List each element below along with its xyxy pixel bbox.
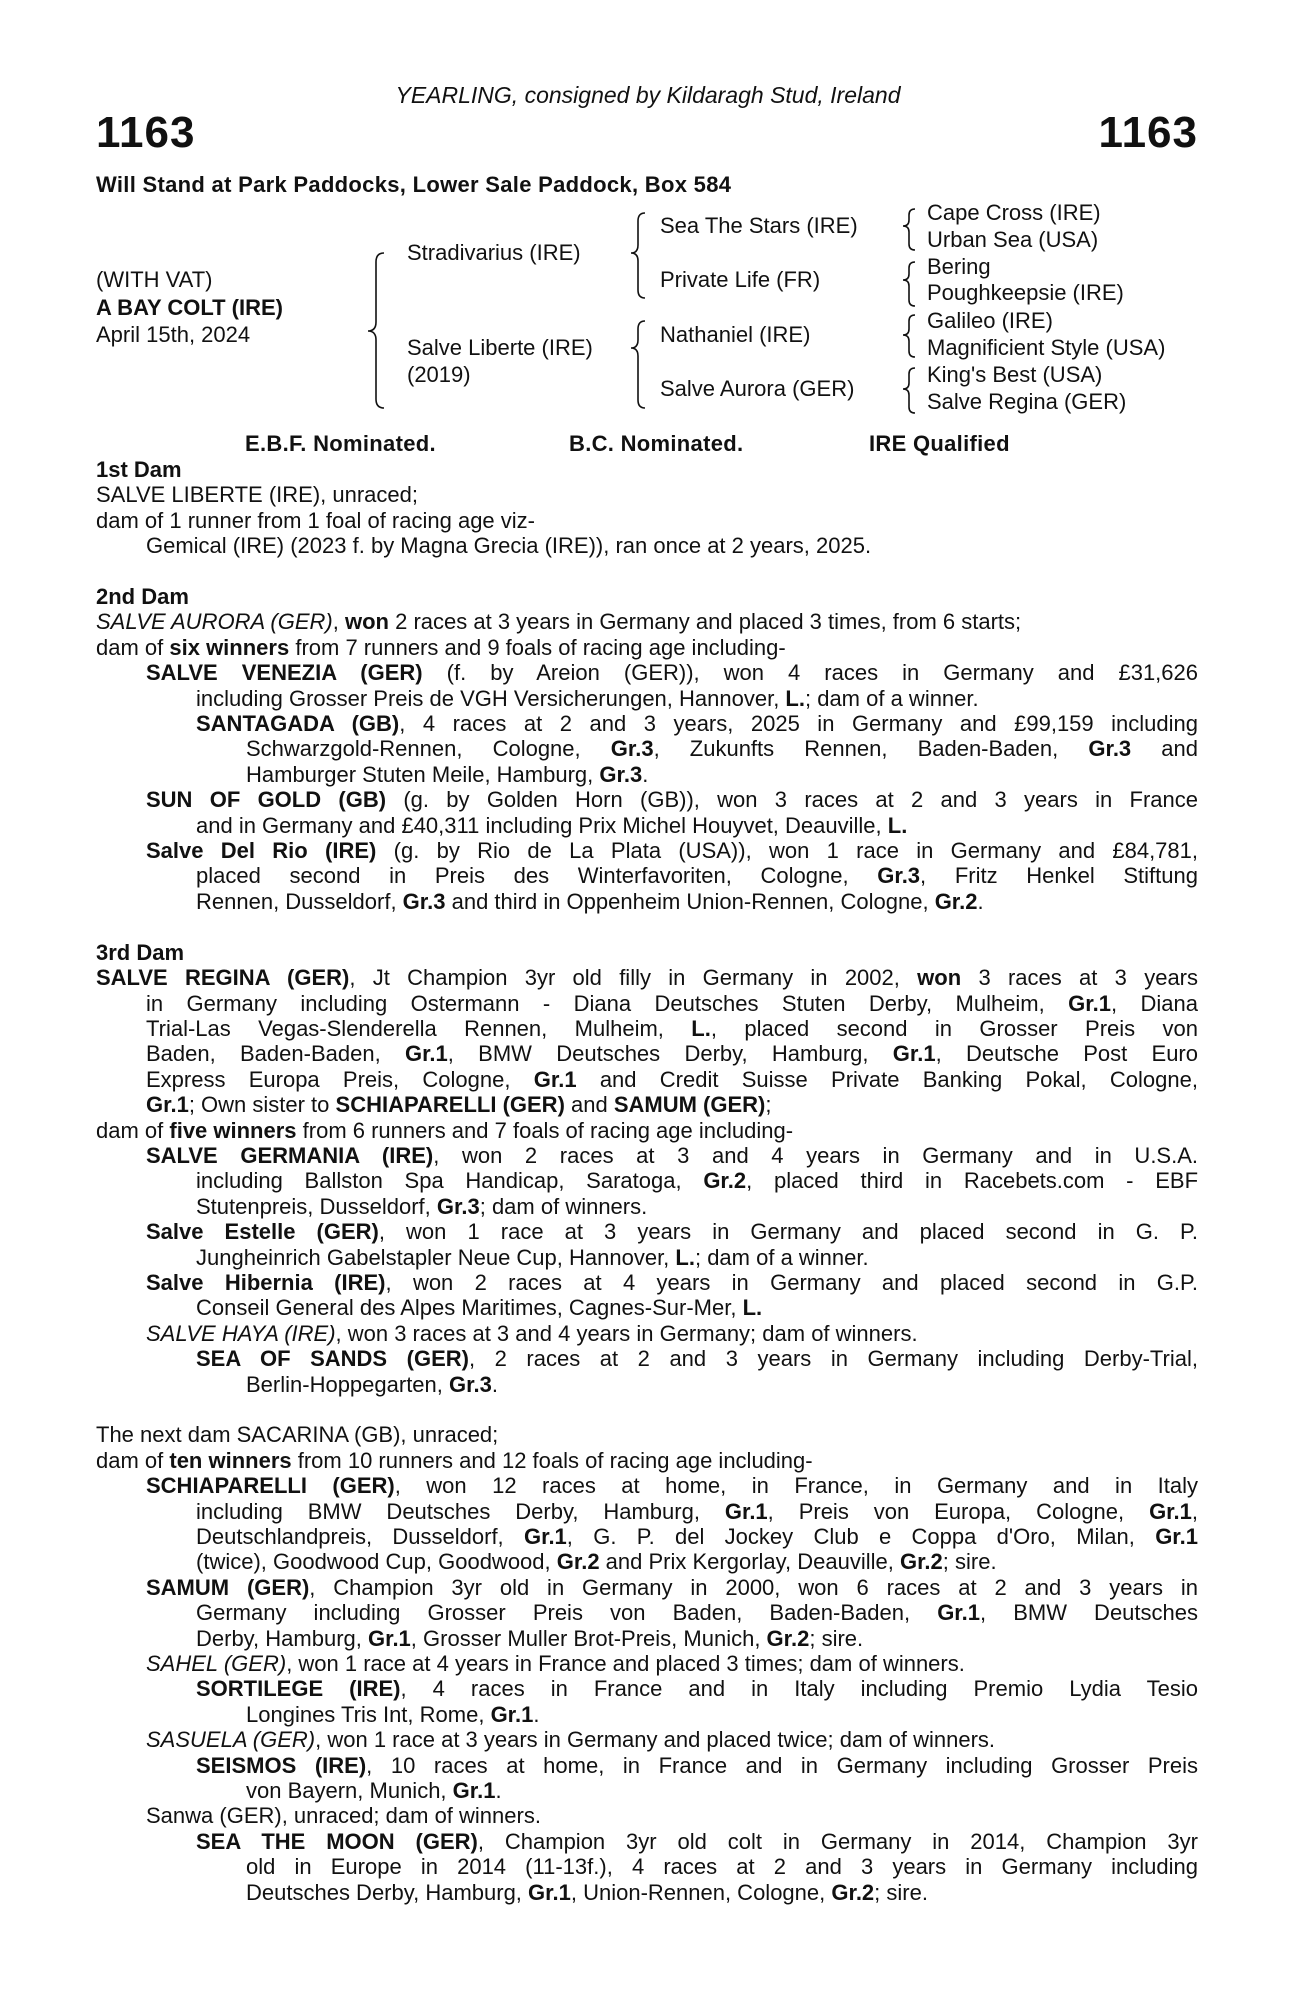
bold-text: Gr.2 bbox=[831, 1879, 875, 1905]
text-run: , Jt Champion 3yr old filly in Germany in 2002, bbox=[349, 965, 918, 991]
bold-text: SALVE VENEZIA (GER) bbox=[146, 660, 423, 686]
brace-dam-parents bbox=[631, 321, 645, 408]
italic-text: SALVE AURORA (GER) bbox=[96, 609, 333, 635]
bold-text: Gr.1 bbox=[1068, 990, 1111, 1016]
text-run: The next dam SACARINA (GB), unraced; bbox=[96, 1422, 499, 1448]
text-run: including Ballston Spa Handicap, Saratoga, bbox=[196, 1168, 704, 1194]
bold-text: SEISMOS (IRE) bbox=[196, 1752, 367, 1778]
text-run: dam of 1 runner from 1 foal of racing age viz- bbox=[96, 507, 535, 533]
produce-record bbox=[96, 1143, 1198, 1219]
pedigree-sire: Stradivarius (IRE) bbox=[407, 240, 581, 265]
pedigree-ggp-4: Poughkeepsie (IRE) bbox=[927, 280, 1124, 305]
produce-record bbox=[96, 787, 1198, 838]
text-line bbox=[96, 635, 1198, 660]
text-line bbox=[96, 1194, 1198, 1219]
dam-section bbox=[96, 584, 1198, 914]
produce-record bbox=[96, 1321, 1198, 1346]
text-run: from 10 runners and 12 foals of racing age including- bbox=[291, 1447, 813, 1473]
bold-text: Gr.3 bbox=[436, 1193, 480, 1219]
text-run: Conseil General des Alpes Maritimes, Cagnes-Sur-Mer, bbox=[196, 1295, 743, 1321]
section-heading: 2nd Dam bbox=[96, 584, 189, 610]
text-line bbox=[96, 1499, 1198, 1524]
brace-ggp-1 bbox=[903, 209, 915, 250]
produce-record bbox=[96, 1118, 1198, 1143]
bold-text: Salve Del Rio (IRE) bbox=[146, 838, 377, 864]
text-line bbox=[96, 1753, 1198, 1778]
pedigree-ggp-7: King's Best (USA) bbox=[927, 362, 1103, 387]
text-line bbox=[96, 1575, 1198, 1600]
bold-text: six winners bbox=[169, 634, 290, 660]
text-run: Rennen, Dusseldorf, bbox=[196, 888, 403, 914]
pedigree-braces bbox=[0, 0, 1315, 500]
bold-text: Gr.2 bbox=[899, 1549, 943, 1575]
vat-note: (WITH VAT) bbox=[96, 267, 213, 292]
pedigree-ggp-5: Galileo (IRE) bbox=[927, 308, 1053, 333]
text-run: Deutschlandpreis, Dusseldorf, bbox=[196, 1524, 524, 1550]
nomination-ebf: E.B.F. Nominated. bbox=[245, 431, 436, 456]
text-line bbox=[96, 1118, 1198, 1143]
bold-text: Gr.1 bbox=[452, 1778, 496, 1804]
text-line bbox=[96, 508, 1198, 533]
lot-number-right: 1163 bbox=[1098, 108, 1198, 157]
pedigree-dam-sire: Nathaniel (IRE) bbox=[660, 322, 811, 347]
text-line bbox=[96, 609, 1198, 634]
produce-record bbox=[96, 1829, 1198, 1905]
pedigree-sire-sire: Sea The Stars (IRE) bbox=[660, 213, 858, 238]
brace-ggp-3 bbox=[903, 315, 915, 357]
text-run: , Union-Rennen, Cologne, bbox=[570, 1879, 832, 1905]
text-line bbox=[96, 1727, 1198, 1752]
produce-record bbox=[96, 1803, 1198, 1828]
bold-text: Gr.1 bbox=[404, 1041, 448, 1067]
text-run: and in Germany and £40,311 including Prix Michel Houyvet, Deauville, bbox=[196, 812, 888, 838]
bold-text: Salve Estelle (GER) bbox=[146, 1219, 379, 1245]
text-run: Baden, Baden-Baden, bbox=[146, 1041, 405, 1067]
text-line bbox=[96, 711, 1198, 736]
bold-text: SANTAGADA (GB) bbox=[196, 711, 400, 737]
pedigree-ggp-3: Bering bbox=[927, 254, 991, 279]
bold-text: Gr.1 bbox=[724, 1498, 768, 1524]
text-run: , 4 races at 2 and 3 years, 2025 in Germany and £99,159 including bbox=[399, 711, 1198, 737]
pedigree-ggp-6: Magnificient Style (USA) bbox=[927, 335, 1166, 360]
text-run: Sanwa (GER), unraced; dam of winners. bbox=[146, 1803, 541, 1829]
text-run: and Prix Kergorlay, Deauville, bbox=[599, 1549, 900, 1575]
text-run: Hamburger Stuten Meile, Hamburg, bbox=[246, 761, 600, 787]
text-run: , Champion 3yr old colt in Germany in 2014, Champion 3yr bbox=[477, 1828, 1198, 1854]
text-run: , won 3 races at 3 and 4 years in Germany; dam of winners. bbox=[335, 1320, 918, 1346]
dam-section bbox=[96, 457, 1198, 559]
text-run: SALVE LIBERTE (IRE), unraced; bbox=[96, 482, 418, 508]
text-run: (g. by Golden Horn (GB)), won 3 races at 2 and 3 years in France bbox=[386, 787, 1199, 813]
text-run: placed second in Preis des Winterfavoriten, Cologne, bbox=[196, 863, 878, 889]
text-run: Berlin-Hoppegarten, bbox=[246, 1371, 450, 1397]
italic-text: SALVE HAYA (IRE) bbox=[146, 1320, 336, 1346]
pedigree-dam: Salve Liberte (IRE) bbox=[407, 335, 593, 360]
bold-text: five winners bbox=[169, 1117, 297, 1143]
text-run: ; dam of a winner. bbox=[804, 685, 979, 711]
produce-record bbox=[96, 1473, 1198, 1575]
pedigree-dam-year: (2019) bbox=[407, 362, 471, 387]
text-line bbox=[96, 1346, 1198, 1371]
text-run: Stutenpreis, Dusseldorf, bbox=[196, 1193, 437, 1219]
produce-record bbox=[96, 508, 1198, 533]
text-line bbox=[96, 1041, 1198, 1066]
text-line bbox=[96, 1016, 1198, 1041]
bold-text: L. bbox=[742, 1295, 763, 1321]
pedigree-ggp-2: Urban Sea (USA) bbox=[927, 227, 1099, 252]
text-run: , Grosser Muller Brot-Preis, Munich, bbox=[410, 1625, 767, 1651]
produce-record bbox=[96, 965, 1198, 1117]
text-line bbox=[96, 1549, 1198, 1574]
text-run: Jungheinrich Gabelstapler Neue Cup, Hannover, bbox=[196, 1244, 676, 1270]
text-run: , Diana bbox=[1110, 990, 1198, 1016]
text-run: 3 races at 3 years bbox=[961, 965, 1199, 991]
text-run: , placed second in Grosser Preis von bbox=[710, 1015, 1198, 1041]
text-run: Longines Tris Int, Rome, bbox=[246, 1701, 491, 1727]
text-run: , bbox=[332, 609, 345, 635]
text-line bbox=[96, 482, 1198, 507]
text-run: , 2 races at 2 and 3 years in Germany including Derby-Trial, bbox=[468, 1346, 1198, 1372]
text-run: ; sire. bbox=[874, 1879, 928, 1905]
text-run: , bbox=[1191, 1498, 1198, 1524]
text-line bbox=[96, 1372, 1198, 1397]
text-line bbox=[96, 1067, 1198, 1092]
text-run: Deutsches Derby, Hamburg, bbox=[246, 1879, 529, 1905]
bold-text: SUN OF GOLD (GB) bbox=[146, 787, 387, 813]
produce-record bbox=[96, 1346, 1198, 1397]
bold-text: SCHIAPARELLI (GER) bbox=[335, 1092, 565, 1118]
produce-record bbox=[96, 1448, 1198, 1473]
bold-text: Salve Hibernia (IRE) bbox=[146, 1269, 386, 1295]
text-run: Gemical (IRE) (2023 f. by Magna Grecia (IRE)), ran once at 2 years, 2025. bbox=[146, 533, 872, 559]
section-gap bbox=[96, 559, 1198, 584]
pedigree-ggp-8: Salve Regina (GER) bbox=[927, 389, 1127, 414]
bold-text: won bbox=[917, 965, 962, 991]
produce-record bbox=[96, 1270, 1198, 1321]
text-run: ; Own sister to bbox=[188, 1092, 336, 1118]
text-run: , G. P. del Jockey Club e Coppa d'Oro, Milan, bbox=[566, 1524, 1156, 1550]
text-line bbox=[96, 1295, 1198, 1320]
text-line bbox=[96, 1600, 1198, 1625]
text-run: (twice), Goodwood Cup, Goodwood, bbox=[196, 1549, 557, 1575]
text-line bbox=[96, 813, 1198, 838]
bold-text: Gr.3 bbox=[877, 863, 921, 889]
bold-text: Gr.2 bbox=[556, 1549, 600, 1575]
bold-text: L. bbox=[785, 685, 805, 711]
stabling-location: Will Stand at Park Paddocks, Lower Sale Paddock, Box 584 bbox=[96, 172, 732, 197]
text-run: Derby, Hamburg, bbox=[196, 1625, 368, 1651]
bold-text: Gr.1 bbox=[533, 1066, 577, 1092]
text-run: , BMW Deutsches Derby, Hamburg, bbox=[447, 1041, 893, 1067]
text-line bbox=[96, 787, 1198, 812]
text-run: dam of bbox=[96, 1117, 170, 1143]
text-run: , Fritz Henkel Stiftung bbox=[920, 863, 1198, 889]
brace-sire-parents bbox=[631, 213, 645, 298]
produce-record bbox=[96, 635, 1198, 660]
text-line bbox=[96, 533, 1198, 558]
text-run: dam of bbox=[96, 634, 170, 660]
produce-record bbox=[96, 838, 1198, 914]
text-run: , BMW Deutsches bbox=[980, 1600, 1199, 1626]
bold-text: Gr.3 bbox=[610, 736, 654, 762]
text-line bbox=[96, 1524, 1198, 1549]
bold-text: SAMUM (GER) bbox=[146, 1574, 310, 1600]
nomination-ire: IRE Qualified bbox=[869, 431, 1010, 456]
text-line bbox=[96, 991, 1198, 1016]
text-line bbox=[96, 1803, 1198, 1828]
text-run: , Preis von Europa, Cologne, bbox=[767, 1498, 1150, 1524]
catalogue-body bbox=[96, 457, 1198, 1905]
italic-text: SAHEL (GER) bbox=[146, 1651, 287, 1677]
text-run: , 10 races at home, in France and in Germany including Grosser Preis bbox=[366, 1752, 1199, 1778]
produce-record bbox=[96, 482, 1198, 507]
bold-text: Gr.3 bbox=[599, 761, 643, 787]
text-line bbox=[96, 1778, 1198, 1803]
text-run: (f. by Areion (GER)), won 4 races in Germany and £31,626 bbox=[422, 660, 1199, 686]
text-run: , won 1 race at 3 years in Germany and placed second in G. P. bbox=[378, 1219, 1198, 1245]
bold-text: Gr.1 bbox=[490, 1701, 534, 1727]
text-run: from 6 runners and 7 foals of racing age including- bbox=[296, 1117, 794, 1143]
text-line bbox=[96, 762, 1198, 787]
bold-text: Gr.3 bbox=[449, 1371, 492, 1397]
bold-text: Gr.1 bbox=[1155, 1524, 1198, 1550]
bold-text: SEA OF SANDS (GER) bbox=[196, 1346, 469, 1372]
text-run: and bbox=[564, 1092, 614, 1118]
lot-number-left: 1163 bbox=[96, 108, 196, 157]
text-line bbox=[96, 965, 1198, 990]
text-run: and third in Oppenheim Union-Rennen, Cologne, bbox=[445, 888, 935, 914]
bold-text: SALVE GERMANIA (IRE) bbox=[146, 1142, 434, 1168]
dam-section bbox=[96, 1422, 1198, 1905]
dam-section bbox=[96, 940, 1198, 1397]
pedigree-sire-dam: Private Life (FR) bbox=[660, 267, 821, 292]
text-line bbox=[96, 1702, 1198, 1727]
brace-ggp-2 bbox=[903, 262, 915, 306]
text-line bbox=[96, 1143, 1198, 1168]
text-run: , Champion 3yr old in Germany in 2000, won 6 races at 2 and 3 years in bbox=[309, 1574, 1198, 1600]
text-run: including Grosser Preis de VGH Versicherungen, Hannover, bbox=[196, 685, 786, 711]
bold-text: ten winners bbox=[169, 1447, 292, 1473]
bold-text: L. bbox=[691, 1015, 711, 1041]
bold-text: Gr.2 bbox=[934, 888, 978, 914]
text-line bbox=[96, 1245, 1198, 1270]
produce-record bbox=[96, 660, 1198, 711]
text-line bbox=[96, 889, 1198, 914]
text-run: ; bbox=[765, 1092, 772, 1118]
text-run: , won 2 races at 3 and 4 years in Germany and in U.S.A. bbox=[433, 1142, 1199, 1168]
produce-record bbox=[96, 1575, 1198, 1651]
text-run: , Zukunfts Rennen, Baden-Baden, bbox=[653, 736, 1089, 762]
produce-record bbox=[96, 533, 1198, 558]
text-run: ; sire. bbox=[942, 1549, 997, 1575]
pedigree-ggp-1: Cape Cross (IRE) bbox=[927, 200, 1101, 225]
bold-text: SORTILEGE (IRE) bbox=[196, 1676, 401, 1702]
bold-text: L. bbox=[887, 812, 908, 838]
bold-text: Gr.2 bbox=[703, 1168, 747, 1194]
nomination-bc: B.C. Nominated. bbox=[569, 431, 744, 456]
text-line bbox=[96, 1626, 1198, 1651]
bold-text: Gr.3 bbox=[402, 888, 446, 914]
text-run: . bbox=[491, 1371, 498, 1397]
text-run: Schwarzgold-Rennen, Cologne, bbox=[246, 736, 611, 762]
section-gap bbox=[96, 914, 1198, 939]
text-run: Germany including Grosser Preis von Baden, Baden-Baden, bbox=[196, 1600, 938, 1626]
consignor-line: YEARLING, consigned by Kildaragh Stud, Ireland bbox=[395, 82, 901, 108]
text-run: including BMW Deutsches Derby, Hamburg, bbox=[196, 1498, 725, 1524]
bold-text: Gr.3 bbox=[1088, 736, 1132, 762]
bold-text: SEA THE MOON (GER) bbox=[196, 1828, 478, 1854]
produce-record bbox=[96, 609, 1198, 634]
bold-text: won bbox=[345, 609, 389, 635]
text-line bbox=[96, 736, 1198, 761]
text-run: , 4 races in France and in Italy including Premio Lydia Tesio bbox=[400, 1676, 1198, 1702]
produce-record bbox=[96, 711, 1198, 787]
text-line bbox=[96, 1448, 1198, 1473]
bold-text: Gr.1 bbox=[937, 1600, 980, 1626]
text-line bbox=[96, 1829, 1198, 1854]
bold-text: Gr.1 bbox=[146, 1092, 189, 1118]
text-run: 2 races at 3 years in Germany and placed 3 times, from 6 starts; bbox=[389, 609, 1022, 635]
text-line bbox=[96, 1676, 1198, 1701]
text-run: von Bayern, Munich, bbox=[246, 1778, 453, 1804]
produce-record bbox=[96, 1651, 1198, 1676]
text-run: . bbox=[495, 1778, 502, 1804]
text-run: in Germany including Ostermann - Diana Deutsches Stuten Derby, Mulheim, bbox=[146, 990, 1069, 1016]
text-run: . bbox=[642, 761, 649, 787]
section-gap bbox=[96, 1397, 1198, 1422]
text-run: dam of bbox=[96, 1447, 170, 1473]
text-run: from 7 runners and 9 foals of racing age including- bbox=[289, 634, 786, 660]
text-run: Trial-Las Vegas-Slenderella Rennen, Mulheim, bbox=[146, 1015, 692, 1041]
text-line bbox=[96, 1092, 1198, 1117]
brace-ggp-4 bbox=[903, 368, 915, 413]
text-line bbox=[96, 1321, 1198, 1346]
text-run: old in Europe in 2014 (11-13f.), 4 races at 2 and 3 years in Germany including bbox=[246, 1854, 1198, 1880]
text-line bbox=[96, 660, 1198, 685]
text-run: , Deutsche Post Euro bbox=[935, 1041, 1198, 1067]
text-line bbox=[96, 1854, 1198, 1879]
produce-record bbox=[96, 1727, 1198, 1752]
bold-text: Gr.2 bbox=[766, 1625, 810, 1651]
text-line bbox=[96, 1422, 1198, 1447]
brace-parents bbox=[368, 253, 384, 408]
produce-record bbox=[96, 1753, 1198, 1804]
lot-description: A BAY COLT (IRE) bbox=[96, 295, 284, 320]
text-run: , won 2 races at 4 years in Germany and placed second in G.P. bbox=[385, 1269, 1198, 1295]
text-run: ; sire. bbox=[809, 1625, 864, 1651]
italic-text: SASUELA (GER) bbox=[146, 1727, 316, 1753]
bold-text: SALVE REGINA (GER) bbox=[96, 965, 350, 991]
bold-text: Gr.1 bbox=[367, 1625, 411, 1651]
produce-record bbox=[96, 1422, 1198, 1447]
section-heading: 3rd Dam bbox=[96, 939, 185, 965]
text-line bbox=[96, 1219, 1198, 1244]
text-run: . bbox=[977, 888, 984, 914]
bold-text: Gr.1 bbox=[523, 1524, 567, 1550]
text-line bbox=[96, 1270, 1198, 1295]
text-run: . bbox=[533, 1701, 540, 1727]
text-run: , won 1 race at 4 years in France and placed 3 times; dam of winners. bbox=[286, 1651, 965, 1677]
text-run: ; dam of winners. bbox=[479, 1193, 648, 1219]
text-line bbox=[96, 863, 1198, 888]
bold-text: L. bbox=[675, 1244, 695, 1270]
text-line bbox=[96, 1473, 1198, 1498]
bold-text: Gr.1 bbox=[1149, 1498, 1192, 1524]
text-line bbox=[96, 686, 1198, 711]
produce-record bbox=[96, 1219, 1198, 1270]
text-run: and bbox=[1131, 736, 1198, 762]
produce-record bbox=[96, 1676, 1198, 1727]
bold-text: SAMUM (GER) bbox=[613, 1092, 766, 1118]
text-run: and Credit Suisse Private Banking Pokal, Cologne, bbox=[576, 1066, 1198, 1092]
text-line bbox=[96, 1651, 1198, 1676]
text-run: (g. by Rio de La Plata (USA)), won 1 race in Germany and £84,781, bbox=[376, 838, 1198, 864]
bold-text: SCHIAPARELLI (GER) bbox=[146, 1473, 395, 1499]
pedigree-dam-dam: Salve Aurora (GER) bbox=[660, 376, 855, 401]
bold-text: Gr.1 bbox=[528, 1879, 571, 1905]
text-line bbox=[96, 1880, 1198, 1905]
text-run: , placed third in Racebets.com - EBF bbox=[746, 1168, 1199, 1194]
section-heading: 1st Dam bbox=[96, 457, 182, 482]
foaling-date: April 15th, 2024 bbox=[96, 322, 251, 347]
bold-text: Gr.1 bbox=[892, 1041, 936, 1067]
text-run: , won 12 races at home, in France, in Germany and in Italy bbox=[394, 1473, 1198, 1499]
text-line bbox=[96, 1168, 1198, 1193]
text-line bbox=[96, 838, 1198, 863]
text-run: , won 1 race at 3 years in Germany and placed twice; dam of winners. bbox=[315, 1727, 996, 1753]
text-run: ; dam of a winner. bbox=[694, 1244, 869, 1270]
text-run: Express Europa Preis, Cologne, bbox=[146, 1066, 534, 1092]
